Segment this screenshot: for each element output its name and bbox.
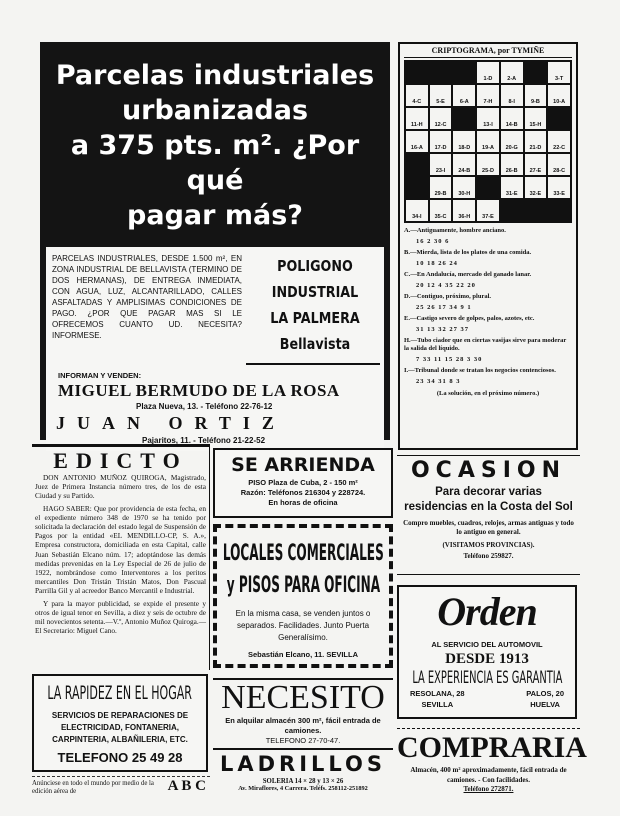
grid-cell: 21-D	[524, 130, 548, 153]
grid-cell: 26-B	[500, 153, 524, 176]
pol-line: LA PALMERA	[270, 309, 360, 327]
black-cell	[500, 199, 524, 222]
edict-paragraph: Y para la mayor publicidad, se expide el presente y otros de igual tenor en Sevilla, a diez y seis de octubre de mil novecientos setenta.—V.º, Antonio Muñoz Quiroga.—El Secretario: Miguel Cano.	[35, 598, 206, 636]
black-cell	[476, 176, 500, 199]
addr: RESOLANA, 28	[410, 689, 465, 698]
grid-cell: 17-D	[429, 130, 453, 153]
grid-cell: 5-E	[429, 84, 453, 107]
promo-text: Anúnciese en todo el mundo por medio de la edición aérea de	[32, 780, 154, 795]
grid-cell: 34-I	[405, 199, 429, 222]
grid-cell: 8-I	[500, 84, 524, 107]
black-cell	[524, 199, 548, 222]
black-cell	[452, 107, 476, 130]
grid-cell: 25-D	[476, 153, 500, 176]
seller-name-2: JUAN ORTIZ	[56, 413, 286, 433]
locales-ad	[213, 524, 393, 668]
abc-promo	[32, 776, 210, 802]
ad-line: Razón: Teléfonos 216304 y 228724.	[240, 488, 366, 497]
informan-label: INFORMAN Y VENDEN:	[58, 371, 142, 380]
clue-text: C.—En Andalucía, mercado del ganado lanar.	[404, 271, 532, 278]
ad-title: SE ARRIENDA	[231, 454, 375, 476]
headline-line: urbanizadas	[121, 95, 309, 126]
grid-cell: 9-B	[524, 84, 548, 107]
ad-title: LOCALES COMERCIALES	[222, 541, 384, 566]
grid-cell: 1-D	[476, 61, 500, 84]
grid-cell: 11-H	[405, 107, 429, 130]
orden-logo: Orden	[437, 589, 537, 634]
pol-line: Bellavista	[279, 335, 351, 353]
black-cell	[405, 153, 429, 176]
clue-numbers: 16 2 30 6	[416, 238, 450, 245]
clue-numbers: 20 12 4 35 22 20	[416, 282, 476, 289]
grid-cell: 32-E	[524, 176, 548, 199]
pol-line: POLIGONO	[277, 257, 353, 275]
grid-cell: 10-A	[547, 84, 571, 107]
clue-text: D.—Contiguo, próximo, plural.	[404, 293, 492, 300]
ladrillos-ad	[213, 748, 393, 802]
ad-body: En alquilar almacén 300 m², fácil entrada de camiones.	[225, 716, 381, 735]
grid-cell: 37-E	[476, 199, 500, 222]
grid-cell: 6-A	[452, 84, 476, 107]
ad-title: COMPRARIA	[397, 731, 587, 764]
ad-line: LA EXPERIENCIA ES GARANTIA	[411, 668, 563, 688]
pol-line: INDUSTRIAL	[271, 283, 359, 301]
ad-line: En horas de oficina	[268, 498, 338, 507]
ad-body: SERVICIOS DE REPARACIONES DE ELECTRICIDAD, FONTANERIA, CARPINTERIA, ALBAÑILERIA, ETC.	[51, 711, 189, 744]
seller-name-1: MIGUEL BERMUDO DE LA ROSA	[58, 381, 340, 400]
ad-line: (VISITAMOS PROVINCIAS).	[442, 541, 535, 549]
clue-numbers: 23 34 31 8 3	[416, 378, 461, 385]
edict-notice	[32, 444, 210, 670]
cryptogram-footer: (La solución, en el próximo número.)	[436, 390, 540, 397]
edict-paragraph: HAGO SABER: Que por providencia de esta fecha, en el expediente número 348 de 1970 se ha tenido por solicitada la declaración del estado legal de Suspensión de Pagos por la entidad «EL MENDILLO-CP, S. A.», Empresa constructora, domiciliada en esta Capital, calle Juan Sebastián Elcano núm. 17; adoptándose las demás medidas prevenidas en la Ley Especial de 26 de julio de 1922, nombrándose como Interventores a los peritos mercantiles Don Tristán Tristán Matos, Don Pascual Parrilla Gil y al acreedor Banco Mercantil e Industrial.	[35, 503, 206, 596]
black-cell	[547, 107, 571, 130]
black-cell	[405, 176, 429, 199]
grid-cell: 16-A	[405, 130, 429, 153]
clue-text: E.—Castigo severo de golpes, palos, azotes, etc.	[404, 315, 535, 322]
ad-headline	[46, 58, 384, 233]
grid-cell: 7-H	[476, 84, 500, 107]
grid-cell: 13-I	[476, 107, 500, 130]
ad-title: NECESITO	[221, 679, 385, 716]
headline-line: a 375 pts. m². ¿Por qué	[70, 130, 360, 196]
orden-ad	[397, 585, 577, 719]
ad-title-row	[221, 538, 385, 570]
grid-cell: 28-C	[547, 153, 571, 176]
black-cell	[547, 199, 571, 222]
black-cell	[429, 61, 453, 84]
grid-cell: 3-T	[547, 61, 571, 84]
ad-line: AL SERVICIO DEL AUTOMOVIL	[431, 640, 543, 649]
ad-body: Almacén, 400 m² aproximadamente, fácil entrada de camiones. - Con facilidades.	[410, 766, 567, 784]
grid-cell: 36-H	[452, 199, 476, 222]
seller-address-2: Pajaritos, 11. - Teléfono 21-22-52	[142, 436, 266, 445]
black-cell	[452, 61, 476, 84]
ad-title: LA RAPIDEZ EN EL HOGAR	[47, 682, 193, 704]
grid-cell: 35-C	[429, 199, 453, 222]
ad-address: Sebastián Elcano, 11. SEVILLA	[247, 650, 359, 659]
grid-cell: 15-H	[524, 107, 548, 130]
grid-cell: 14-B	[500, 107, 524, 130]
headline-line: pagar más?	[127, 200, 303, 231]
address-huelva	[526, 688, 564, 710]
grid-cell: 2-A	[500, 61, 524, 84]
ad-line: SOLERIA 14 × 28 y 13 × 26	[262, 778, 344, 785]
grid-cell: 4-C	[405, 84, 429, 107]
ad-title-row	[221, 570, 385, 602]
ad-phone: TELEFONO 27-70-47.	[265, 736, 341, 745]
se-arrienda-ad	[213, 448, 393, 518]
ad-title: OCASION	[410, 458, 567, 483]
ad-details	[46, 247, 384, 451]
seller-address-1: Plaza Nueva, 13. - Teléfono 22-76-12	[136, 402, 273, 411]
grid-cell: 27-E	[524, 153, 548, 176]
grid-cell: 33-E	[547, 176, 571, 199]
grid-cell: 20-G	[500, 130, 524, 153]
headline-line: Parcelas industriales	[55, 60, 375, 91]
industrial-plots-ad	[40, 42, 390, 445]
grid-cell: 22-C	[547, 130, 571, 153]
clue-numbers: 10 18 26 24	[416, 260, 458, 267]
clue-text: I.—Tribunal donde se tratan los negocios contenciosos.	[404, 367, 556, 374]
clue-numbers: 31 13 32 27 37	[416, 326, 469, 333]
addr: PALOS, 20	[526, 689, 564, 698]
address-sevilla	[410, 688, 465, 710]
grid-cell: 19-A	[476, 130, 500, 153]
black-cell	[405, 61, 429, 84]
ad-line: PISO Plaza de Cuba, 2 - 150 m²	[248, 478, 358, 487]
grid-cell: 31-E	[500, 176, 524, 199]
edict-paragraph: DON ANTONIO MUÑOZ QUIROGA, Magistrado, Juez de Primera Instancia número tres, de los de esta Ciudad y su Partido.	[35, 473, 206, 501]
ad-phone: TELEFONO 25 49 28	[57, 750, 183, 765]
ad-phone: Teléfono 259827.	[463, 552, 514, 560]
ocasion-ad	[397, 455, 580, 575]
compraria-ad	[397, 728, 587, 803]
ad-phone: Teléfono 272871.	[463, 785, 514, 793]
ad-line: Av. Miraflores, 4 Carrera. Teléfs. 258112-251892	[238, 785, 368, 792]
ad-subtitle: Para decorar varias residencias en la Costa del Sol	[404, 486, 573, 513]
ad-body: PARCELAS INDUSTRIALES, DESDE 1.500 m², EN ZONA INDUSTRIAL DE BELLAVISTA (TERMINO DE DOS HERMANAS), DE ENTREGA INMEDIATA, CON AGUA, LUZ, ALCANTARILLADO, CALLES ASFALTADAS Y AMPLISIMAS CONDICIONES DE PAGO. ¿POR QUE PAGAR MAS SI LE OFRECEMOS CUANTO UD. NECESITA? INFORMESE.	[52, 254, 242, 340]
clue-text: A.—Antiguamente, hombre anciano.	[404, 227, 506, 234]
rapidez-ad	[32, 674, 208, 772]
edict-title: EDICTO	[53, 448, 188, 473]
cryptogram-clues	[404, 227, 572, 385]
ad-body: Compro muebles, cuadros, relojes, armas antiguas y todo lo antiguo en general.	[403, 519, 574, 536]
black-cell	[524, 61, 548, 84]
clue-numbers: 25 26 17 34 9 1	[416, 304, 472, 311]
cryptogram	[398, 42, 578, 450]
city: HUELVA	[530, 700, 560, 709]
clue-text: H.—Tubo ciador que en ciertas vasijas sirve para moderar la salida del líquido.	[404, 337, 567, 352]
divider	[246, 363, 380, 365]
ad-title: y PISOS PARA OFICINA	[226, 573, 380, 598]
ad-body: En la misma casa, se venden juntos o separados. Facilidades. Junto Puerta Generalísimo.	[235, 609, 371, 642]
cryptogram-title: CRIPTOGRAMA, por TYMIÑE	[404, 46, 572, 58]
cryptogram-grid	[404, 60, 572, 223]
poligono-title	[262, 253, 369, 357]
abc-logo: A B C	[167, 778, 206, 794]
city: SEVILLA	[421, 700, 454, 709]
grid-cell: 24-B	[452, 153, 476, 176]
clue-text: B.—Mierda, lista de los platos de una comida.	[404, 249, 532, 256]
grid-cell: 29-B	[429, 176, 453, 199]
grid-cell: 23-I	[429, 153, 453, 176]
ad-title-row	[38, 680, 202, 706]
ad-title: LADRILLOS	[219, 752, 387, 776]
grid-cell: 30-H	[452, 176, 476, 199]
ad-line: DESDE 1913	[445, 651, 529, 667]
grid-cell: 18-D	[452, 130, 476, 153]
ad-line-row	[402, 668, 572, 688]
clue-numbers: 7 33 11 15 28 3 30	[416, 356, 483, 363]
necesito-ad	[213, 678, 393, 746]
grid-cell: 12-C	[429, 107, 453, 130]
